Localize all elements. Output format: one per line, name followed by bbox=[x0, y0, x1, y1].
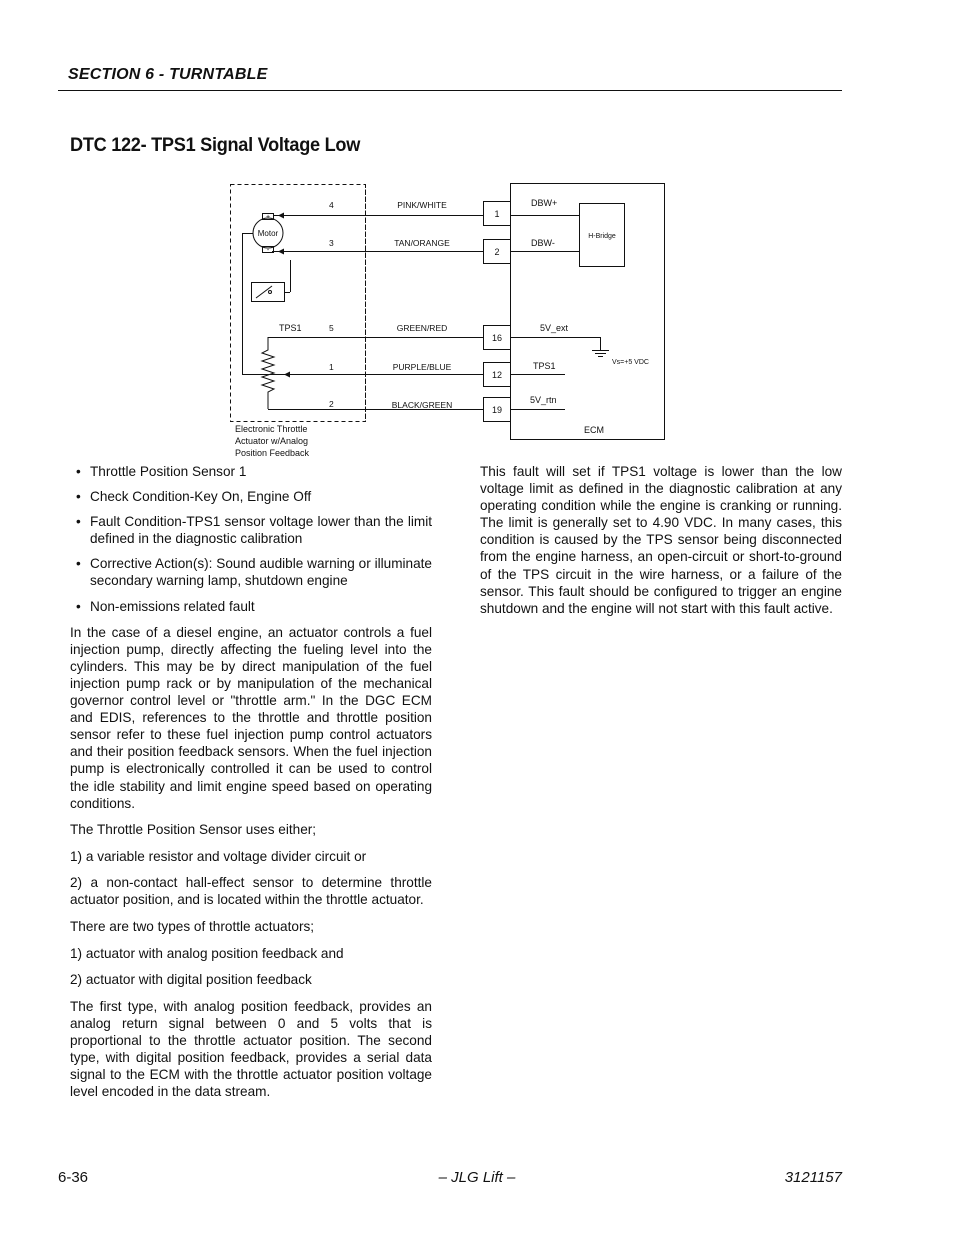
wire-color-tan-orange: TAN/ORANGE bbox=[394, 238, 450, 248]
paragraph: 1) a variable resistor and voltage divider circuit or bbox=[70, 848, 367, 864]
bullet-item: • Non-emissions related fault bbox=[70, 598, 432, 615]
paragraph: The first type, with analog position feedback, provides an analog return signal between 0 and 5 volts that is proportional to the throttle actuator position. The second type, with digital position feedback, provides a serial data signal to the ECM with the throttle actuator position voltage level encoded in the data stream. bbox=[70, 998, 432, 1100]
wire-num-1: 1 bbox=[329, 362, 334, 372]
wire-num-4: 4 bbox=[329, 200, 334, 210]
signal-5v-ext: 5V_ext bbox=[540, 323, 569, 333]
footer-brand: – JLG Lift – bbox=[438, 1169, 516, 1186]
paragraph: 2) a non-contact hall-effect sensor to determine throttle actuator position, and is located within the throttle actuator. bbox=[70, 875, 432, 908]
signal-tps1: TPS1 bbox=[533, 361, 556, 371]
bullet-item: • Corrective Action(s): Sound audible warning or illuminate secondary warning lamp, shutdown engine bbox=[70, 555, 432, 589]
pin-12: 12 bbox=[491, 370, 503, 380]
bullet-item: • Fault Condition-TPS1 sensor voltage lower than the limit defined in the diagnostic calibration bbox=[70, 513, 432, 547]
page-title: DTC 122- TPS1 Signal Voltage Low bbox=[70, 134, 361, 156]
actuator-caption-line-2: Actuator w/Analog bbox=[235, 436, 309, 446]
wire-num-3: 3 bbox=[329, 238, 334, 248]
actuator-caption-line-1: Electronic Throttle bbox=[235, 424, 308, 434]
motor-label: Motor bbox=[257, 229, 279, 238]
document-number: 3121157 bbox=[784, 1169, 842, 1186]
wire-num-5: 5 bbox=[329, 323, 334, 333]
motor-plus: + bbox=[265, 214, 271, 221]
page-number: 6-36 bbox=[58, 1169, 89, 1186]
paragraph: In the case of a diesel engine, an actuator controls a fuel injection pump, directly affecting the fueling level into the cylinders. This may be by direct manipulation of the fuel injection pump rack or by manipulation of the mechanical governor control level or "throttle arm." In the DGC ECM and EDIS, references to the throttle and throttle position sensor refer to these fuel injection pump control actuators and their position feedback sensors. When the fuel injection pump is electronically controlled it can be used to control the idle stability and limit engine speed based on operating conditions. bbox=[70, 624, 432, 811]
wire-color-purple-blue: PURPLE/BLUE bbox=[392, 362, 452, 372]
signal-5v-rtn: 5V_rtn bbox=[530, 395, 557, 405]
right-column bbox=[480, 463, 842, 626]
wire-color-pink-white: PINK/WHITE bbox=[397, 200, 447, 210]
pin-1: 1 bbox=[494, 209, 500, 219]
bullet-item: • Throttle Position Sensor 1 bbox=[70, 463, 432, 480]
motor-minus: - bbox=[266, 247, 270, 254]
bullet-item: • Check Condition-Key On, Engine Off bbox=[70, 488, 432, 505]
tps-label: TPS1 bbox=[279, 323, 302, 333]
pin-16: 16 bbox=[491, 333, 503, 343]
section-header: SECTION 6 - TURNTABLE bbox=[68, 66, 268, 83]
left-column bbox=[70, 463, 432, 1110]
ecm-label: ECM bbox=[584, 425, 604, 435]
signal-dbw-plus: DBW+ bbox=[531, 198, 558, 208]
wiring-diagram bbox=[220, 172, 680, 462]
paragraph: 1) actuator with analog position feedback and bbox=[70, 945, 344, 961]
paragraph: The Throttle Position Sensor uses either; bbox=[70, 822, 317, 838]
actuator-caption-line-3: Position Feedback bbox=[235, 448, 310, 458]
wire-num-2: 2 bbox=[329, 399, 334, 409]
wire-color-green-red: GREEN/RED bbox=[396, 323, 448, 333]
vs-label: Vs=+5 VDC bbox=[612, 359, 649, 366]
header-rule bbox=[58, 90, 842, 91]
pin-2: 2 bbox=[494, 247, 500, 257]
hbridge-label: H-Bridge bbox=[588, 233, 616, 240]
paragraph: 2) actuator with digital position feedback bbox=[70, 972, 312, 988]
signal-dbw-minus: DBW- bbox=[531, 238, 555, 248]
tps-potentiometer bbox=[262, 337, 274, 409]
fault-bullet-list bbox=[70, 463, 432, 615]
paragraph: This fault will set if TPS1 voltage is lower than the low voltage limit as defined in the diagnostic calibration at any operating condition while the engine is cranking or running. The limit is generally set to 4.90 VDC. In many cases, this condition is caused by the TPS sensor being disconnected from the engine harness, an open-circuit or short-to-ground of the TPS circuit in the wire harness, or a failure of the sensor. This fault should be configured to trigger an engine shutdown and the engine will not start with this fault active. bbox=[480, 464, 842, 616]
paragraph: There are two types of throttle actuators; bbox=[70, 919, 315, 935]
wire-color-black-green: BLACK/GREEN bbox=[391, 400, 453, 410]
pin-19: 19 bbox=[491, 405, 503, 415]
actuator-boundary bbox=[231, 185, 366, 422]
